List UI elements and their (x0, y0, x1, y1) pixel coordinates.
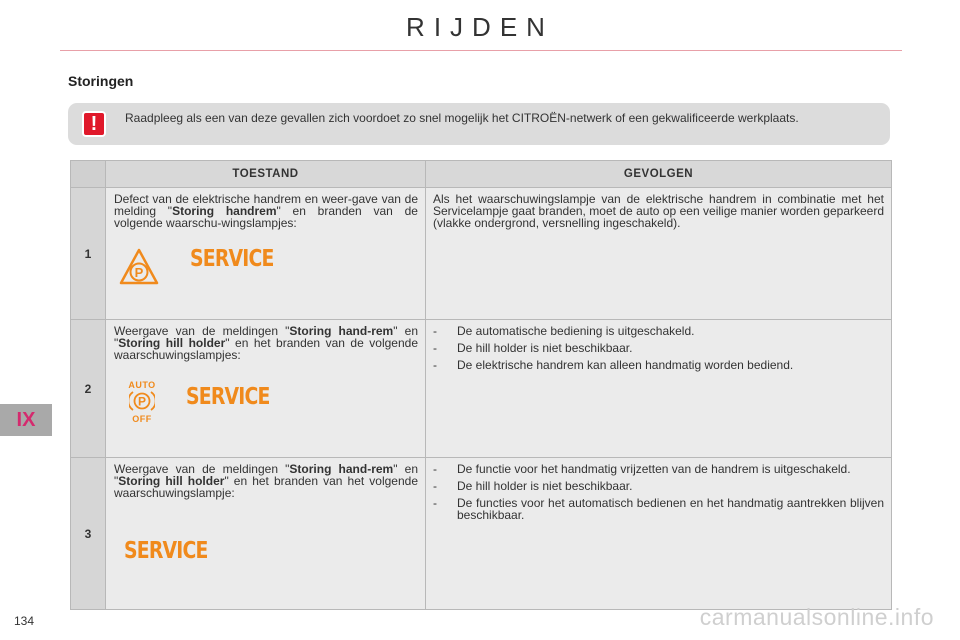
condition-cell (106, 320, 426, 458)
condition-text: Defect van de elektrische handrem en weer-gave van de melding "Storing handrem" en branden van de volgende waarschu-wingslampjes: (114, 192, 418, 230)
warning-exclamation-icon: ! (82, 111, 106, 137)
chapter-tab[interactable]: IX (0, 404, 52, 436)
svg-text:P: P (134, 265, 144, 280)
row-number: 2 (71, 320, 106, 458)
column-header-condition: TOESTAND (106, 161, 426, 188)
svg-text:P: P (137, 394, 147, 409)
condition-text: Weergave van de meldingen "Storing hand-rem" en "Storing hill holder" en het branden van het volgende waarschuwingslampje: (114, 462, 418, 500)
service-lamp: SERVICE (124, 538, 208, 564)
list-item: - De elektrische handrem kan alleen handmatig worden bediend. (433, 358, 794, 372)
condition-text: Weergave van de meldingen "Storing hand-rem" en "Storing hill holder" en het branden van de volgende waarschuwingslampjes: (114, 324, 418, 362)
consequence-cell (426, 458, 892, 610)
list-item: - De automatische bediening is uitgeschakeld. (433, 324, 695, 338)
warning-notice (68, 103, 890, 145)
notice-text: Raadpleeg als een van deze gevallen zich voordoet zo snel mogelijk het CITROËN-netwerk of een gekwalificeerde werkplaats. (125, 111, 799, 125)
list-item: - De functies voor het automatisch bedienen en het handmatig aantrekken blijven beschikbaar. (433, 496, 884, 522)
row-number: 3 (71, 458, 106, 610)
list-item: - De functie voor het handmatig vrijzetten van de handrem is uitgeschakeld. (433, 462, 851, 476)
off-label: OFF (132, 414, 152, 424)
page-title: RIJDEN (406, 12, 554, 42)
parking-brake-fault-icon (118, 247, 160, 287)
service-lamp: SERVICE (186, 384, 270, 410)
row-number: 1 (71, 188, 106, 320)
consequence-list (433, 463, 884, 521)
list-item: - De hill holder is niet beschikbaar. (433, 479, 633, 493)
list-item: - De hill holder is niet beschikbaar. (433, 341, 633, 355)
consequence-list (433, 325, 884, 371)
consequence-cell: Als het waarschuwingslampje van de elektrische handrem in combinatie met het Servicelampje gaat branden, moet de auto op een veilige manier worden geparkeerd (vlakke ondergrond, versnelling ingeschakeld). (426, 188, 892, 320)
condition-cell (106, 458, 426, 610)
condition-cell (106, 188, 426, 320)
section-title: Storingen (68, 73, 134, 89)
warning-lamps (114, 539, 418, 609)
table-row (71, 458, 892, 610)
table-row (71, 320, 892, 458)
auto-label: AUTO (128, 380, 156, 390)
page-number: 134 (14, 614, 35, 628)
table-row (71, 188, 892, 320)
warning-lamps (114, 239, 418, 309)
title-divider (60, 50, 902, 51)
service-lamp: SERVICE (190, 246, 274, 272)
consequence-cell (426, 320, 892, 458)
column-header-number (71, 161, 106, 188)
column-header-consequence: GEVOLGEN (426, 161, 892, 188)
auto-off-parking-brake-icon (122, 379, 162, 425)
fault-table (70, 160, 892, 610)
table-header-row (71, 161, 892, 188)
watermark: carmanualsonline.info (699, 604, 934, 630)
warning-lamps (114, 379, 418, 449)
